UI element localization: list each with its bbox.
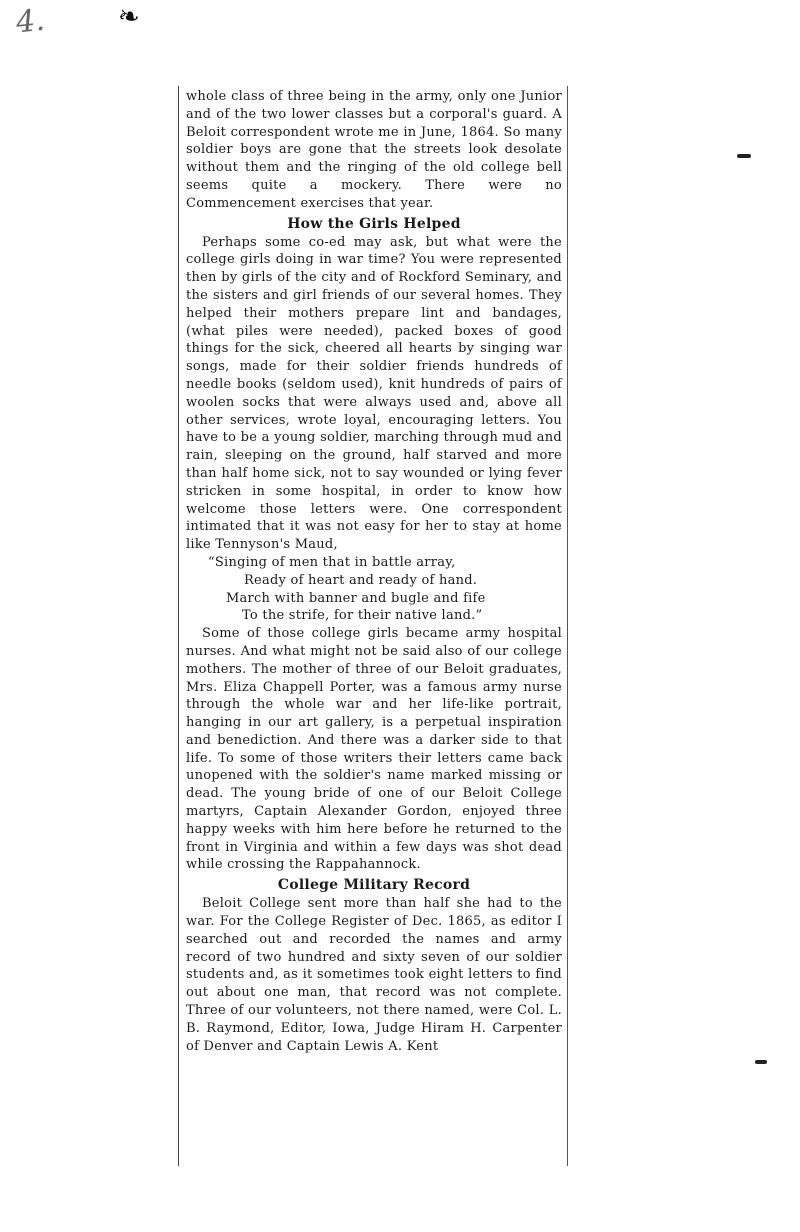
poem-line: “Singing of men that in battle array, [208,554,456,570]
scan-dash-mark [737,154,751,158]
ink-corner-mark: ❧ [116,0,142,34]
section-heading: How the Girls Helped [287,215,461,232]
poem-line: Ready of heart and ready of hand. [244,572,478,588]
scan-dash-mark [755,1060,767,1064]
article-paragraph: Beloit College sent more than half she had to the war. For the College Register of Dec. 1865, as editor I searched out and recorded the names and army record of two hundred and sixty seven of our soldier students and, as it sometimes took eight letters to find out about one man, that record was not complete. Three of our volunteers, not there named, were Col. L. B. Raymond, Editor, Iowa, Judge Hiram H. Carpenter of Denver and Captain Lewis A. Kent [186,896,562,1054]
poem-line: March with banner and bugle and fife [226,590,486,606]
section-heading: College Military Record [277,877,471,894]
article-column [186,88,562,1055]
article-paragraph: whole class of three being in the army, only one Junior and of the two lower classes but a corporal's guard. A Beloit correspondent wrote me in June, 1864. So many soldier boys are gone that the streets look desolate without them and the ringing of the old college bell seems quite a mockery. There were no Commencement exercises that year. [186,89,562,211]
article-paragraph: Perhaps some co-ed may ask, but what were the college girls doing in war time? You were represented then by girls of the city and of Rockford Seminary, and the sisters and girl friends of our several homes. They helped their mothers prepare lint and bandages, (what piles were needed), packed boxes of good things for the sick, cheered all hearts by singing war songs, made for their soldier friends hundreds of needle books (seldom used), knit hundreds of pairs of woolen socks that were always used and, above all other services, wrote loyal, encouraging letters. You have to be a young soldier, marching through mud and rain, sleeping on the ground, half starved and more than half home sick, not to say wounded or lying fever stricken in some hospital, in order to know how welcome those letters were. One correspondent intimated that it was not easy for her to stay at home like Tennyson's Maud, [186,234,562,553]
handwritten-page-number: 4. [14,2,47,41]
poem-line: To the strife, for their native land.” [242,608,483,624]
poem-quote [186,554,562,625]
article-paragraph: Some of those college girls became army hospital nurses. And what might not be said also of our college mothers. The mother of three of our Beloit graduates, Mrs. Eliza Chappell Porter, was a famous army nurse through the whole war and her life-like portrait, hanging in our art gallery, is a perpetual inspiration and benediction. And there was a darker side to that life. To some of those writers their letters came back unopened with the soldier's name marked missing or dead. The young bride of one of our Beloit College martyrs, Captain Alexander Gordon, enjoyed three happy weeks with him here before he returned to the front in Virginia and within a few days was shot dead while crossing the Rappahannock. [186,626,562,873]
